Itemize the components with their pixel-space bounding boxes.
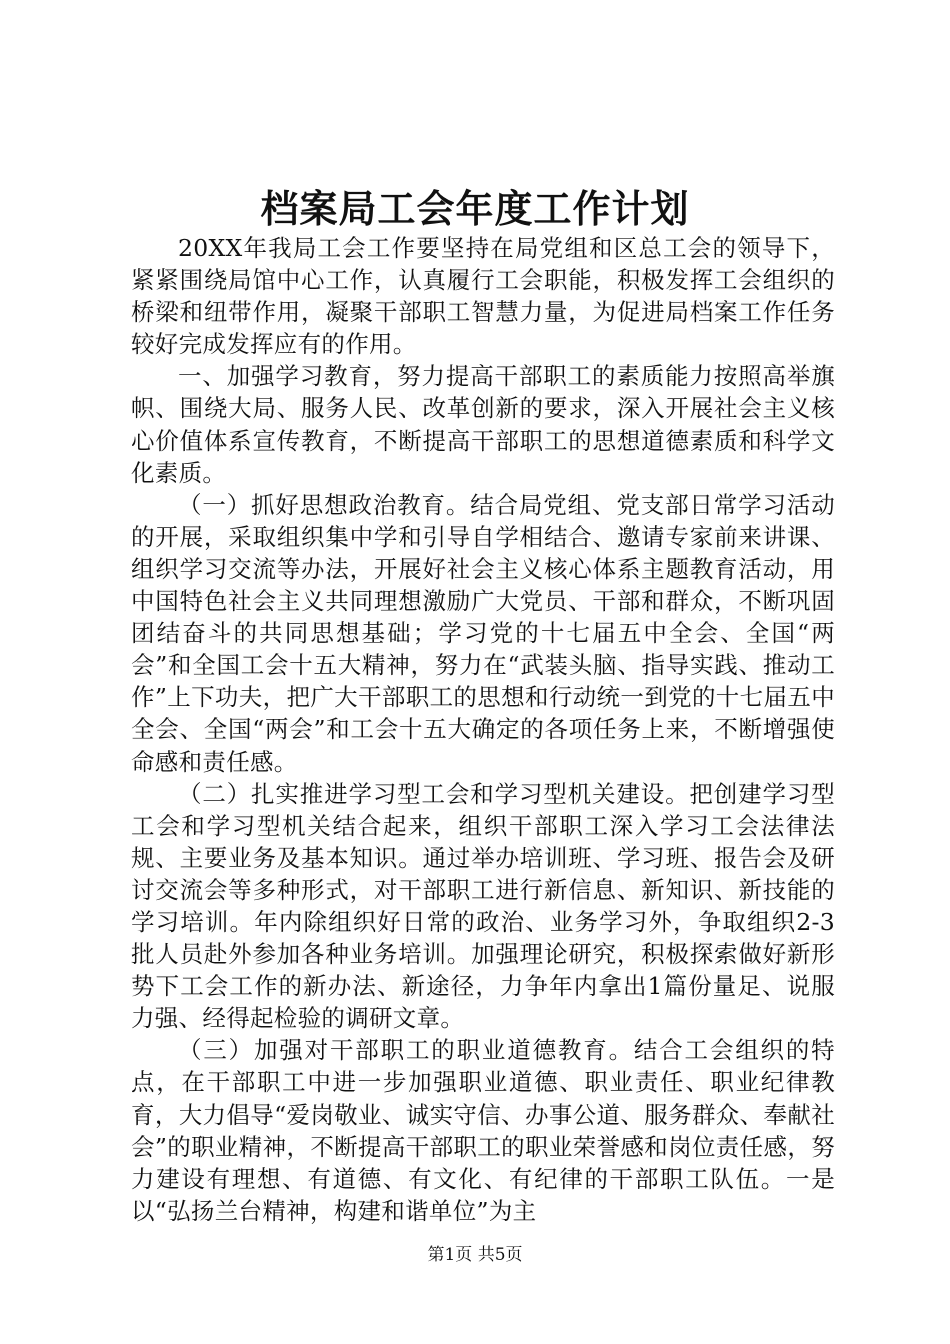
page-number: 第1页 共5页 [427, 1245, 523, 1265]
paragraph-section-1: 一、加强学习教育，努力提高干部职工的素质能力按照高举旗帜、围绕大局、服务人民、改革创新的要求，深入开展社会主义核心价值体系宣传教育，不断提高干部职工的思想道德素质和科学文化素质。 [131, 362, 835, 487]
paragraph-item-2: （二）扎实推进学习型工会和学习型机关建设。把创建学习型工会和学习型机关结合起来，组织干部职工深入学习工会法律法规、主要业务及基本知识。通过举办培训班、学习班、报告会及研讨交流会等多种形式，对干部职工进行新信息、新知识、新技能的学习培训。年内除组织好日常的政治、业务学习外，争取组织2-3批人员赴外参加各种业务培训。加强理论研究，积极探索做好新形势下工会工作的新办法、新途径，力争年内拿出1篇份量足、说服力强、经得起检验的调研文章。 [131, 779, 835, 1033]
paragraph-item-3: （三）加强对干部职工的职业道德教育。结合工会组织的特点，在干部职工中进一步加强职业道德、职业责任、职业纪律教育，大力倡导“爱岗敬业、诚实守信、办事公道、服务群众、奉献社会”的职业精神，不断提高干部职工的职业荣誉感和岗位责任感，努力建设有理想、有道德、有文化、有纪律的干部职工队伍。一是以“弘扬兰台精神，构建和谐单位”为主 [131, 1036, 835, 1225]
paragraph-intro: 20XX年我局工会工作要坚持在局党组和区总工会的领导下，紧紧围绕局馆中心工作，认真履行工会职能，积极发挥工会组织的桥梁和纽带作用，凝聚干部职工智慧力量，为促进局档案工作任务较好完成发挥应有的作用。 [131, 234, 835, 359]
document-title: 档案局工会年度工作计划 [260, 186, 690, 231]
document-body [131, 232, 835, 1227]
paragraph-item-1: （一）抓好思想政治教育。结合局党组、党支部日常学习活动的开展，采取组织集中学和引导自学相结合、邀请专家前来讲课、组织学习交流等办法，开展好社会主义核心体系主题教育活动，用中国特色社会主义共同理想激励广大党员、干部和群众，不断巩固团结奋斗的共同思想基础；学习党的十七届五中全会、全国“两会”和全国工会十五大精神，努力在“武装头脑、指导实践、推动工作”上下功夫，把广大干部职工的思想和行动统一到党的十七届五中全会、全国“两会”和工会十五大确定的各项任务上来，不断增强使命感和责任感。 [131, 490, 835, 776]
